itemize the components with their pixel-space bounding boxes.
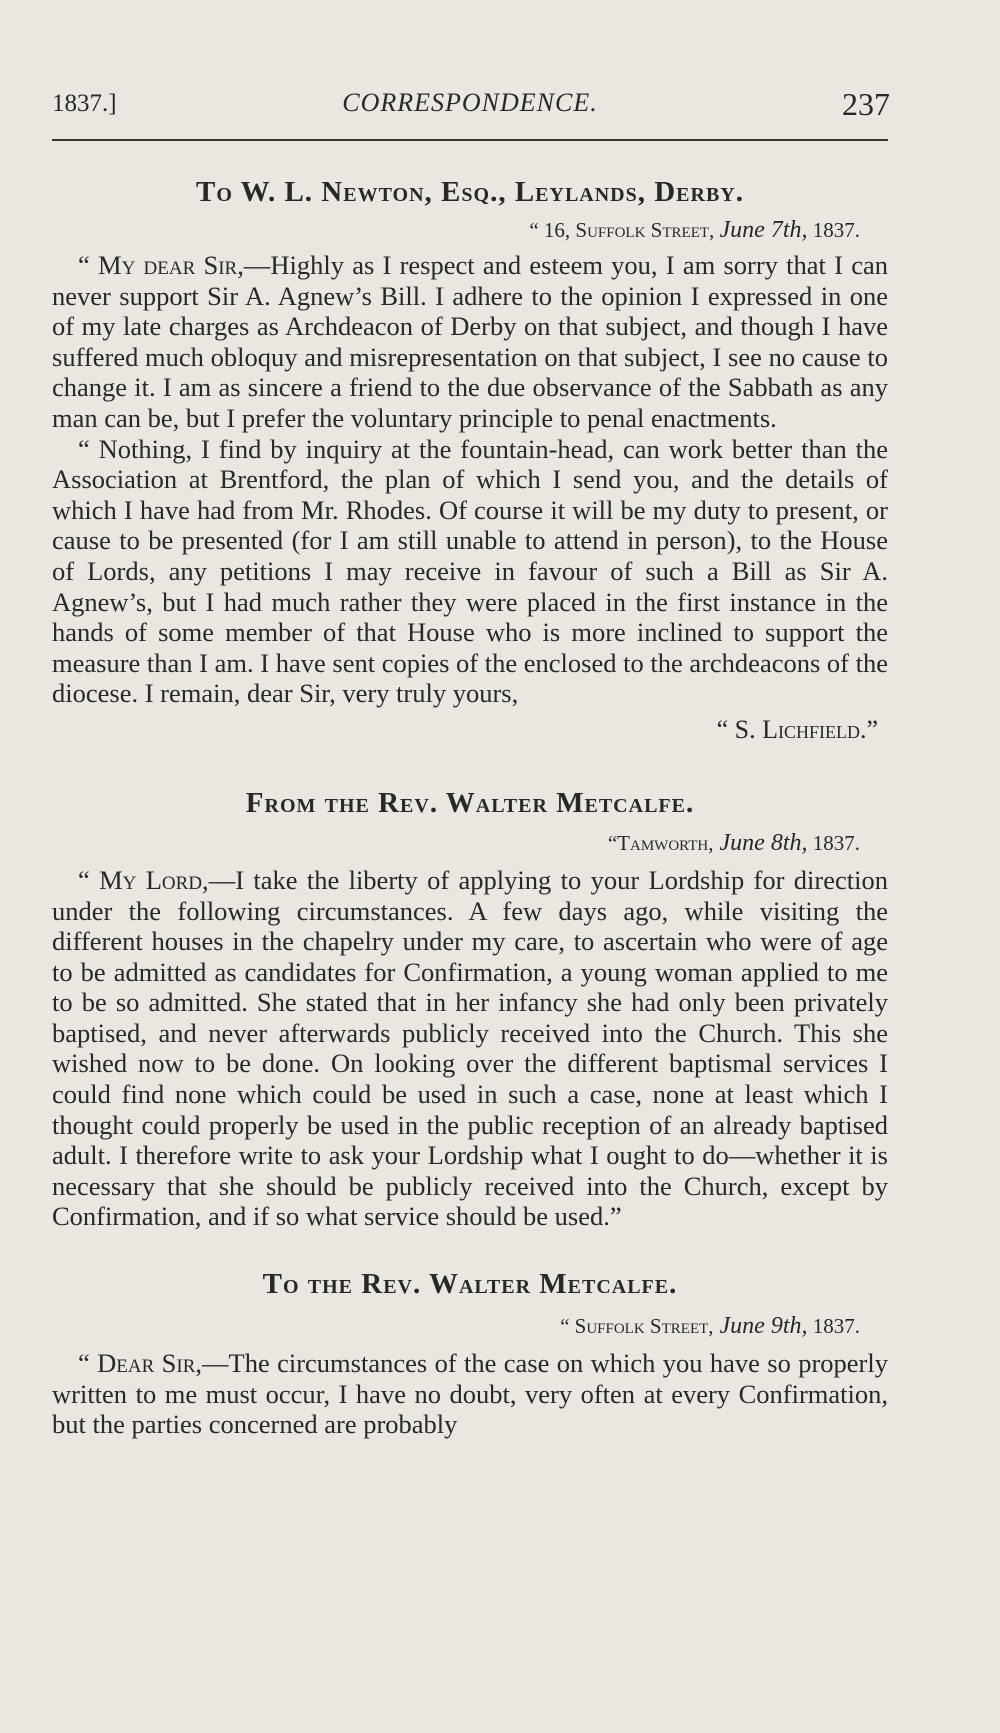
- letter1-dateline: [52, 217, 888, 244]
- letter3-dateline-year: 1837.: [807, 1314, 860, 1339]
- header-year: 1837.]: [52, 90, 117, 117]
- letter1-paragraph: [52, 250, 888, 434]
- letter2-paragraph: [52, 865, 888, 1232]
- letter3-dateline-date: June 9th,: [713, 1313, 808, 1340]
- letter2-dateline-prefix: “: [607, 830, 618, 855]
- letter1-dateline-prefix: “ 16,: [529, 218, 576, 242]
- letter2-dateline-year: 1837.: [807, 830, 860, 855]
- letter2-paragraph-text: —I take the liberty of applying to your Lordship for direction under the following circumstances. A few days ago, while visiting the different houses in the chapelry under my care, to ascertain who were of age to be admitted as candidates for Confirmation, a young woman applied to me to be so admitted. She stated that in her infancy she had only been privately baptised, and never afterwards publicly received into the Church. This she wished now to be done. On looking over the different baptismal services I could find none which could be used in such a case, none at least which I thought could properly be used in the public reception of an already baptised adult. I therefore write to ask your Lordship what I ought to do—whether it is necessary that she should be publicly received into the Church, except by Confirmation, and if so what service should be used.”: [52, 864, 888, 1232]
- letter1-signature: [52, 715, 888, 745]
- letter3-paragraph-text: —The circumstances of the case on which you have so properly written to me must occur, I have no doubt, very often at every Confirmation, but the parties concerned are probably: [52, 1348, 888, 1440]
- letter1-dateline-year: 1837.: [807, 218, 860, 242]
- letter1-dateline-place: Suffolk Street,: [575, 218, 715, 242]
- letter3-text: [52, 1348, 888, 1440]
- letter2-salutation: “ My Lord,: [78, 864, 209, 895]
- letter1-paragraph-2: “ Nothing, I find by inquiry at the fountain-head, can work better than the Association at Brentford, the plan of which I send you, and the details of which I have had from Mr. Rhodes. Of course it will be my duty to present, or cause to be presented (for I am still unable to attend in person), to the House of Lords, any petitions I may receive in favour of such a Bill as Sir A. Agnew’s, but I had much rather they were placed in the first instance in the hands of some member of that House who is more inclined to support the measure than I am. I have sent copies of the enclosed to the archdeacons of the diocese. I remain, dear Sir, very truly yours,: [52, 433, 888, 709]
- letter1-text: [52, 250, 888, 709]
- letter1-dateline-date: June 7th,: [719, 217, 808, 243]
- letter1-heading: To W. L. Newton, Esq., Leylands, Derby.: [195, 176, 745, 208]
- letter3-dateline: [52, 1313, 888, 1340]
- letter3-salutation: “ Dear Sir,: [78, 1348, 203, 1379]
- letter1-signature-text: “ S. Lichfield.”: [716, 714, 878, 744]
- letter1-paragraph-1: —Highly as I respect and esteem you, I am sorry that I can never support Sir A. Agnew’s Bill. I adhere to the opinion I expressed in one of my late charges as Archdeacon of Derby on that subject, and though I have suffered much obloquy and misrepresentation on that subject, I see no cause to change it. I am as sincere a friend to the due observance of the Sabbath as any man can be, but I prefer the voluntary principle to penal enactments.: [52, 250, 888, 433]
- page-body: [52, 156, 888, 1440]
- header-rule: [52, 139, 888, 141]
- letter2-text: [52, 865, 888, 1232]
- letter3-paragraph: [52, 1348, 888, 1440]
- letter3-dateline-place: Suffolk Street,: [574, 1314, 714, 1339]
- letter3-heading: To the Rev. Walter Metcalfe.: [262, 1268, 678, 1301]
- header-title: CORRESPONDENCE.: [342, 88, 598, 117]
- letter2-dateline: [52, 830, 888, 857]
- letter2-dateline-date: June 8th,: [713, 829, 808, 856]
- running-header: [52, 82, 888, 134]
- letter1-salutation: “ My dear Sir,: [78, 250, 244, 280]
- page-number: 237: [842, 86, 890, 122]
- letter2-dateline-place: Tamworth,: [617, 830, 714, 855]
- letter2-heading: From the Rev. Walter Metcalfe.: [245, 786, 695, 819]
- letter3-dateline-prefix: “: [560, 1314, 575, 1339]
